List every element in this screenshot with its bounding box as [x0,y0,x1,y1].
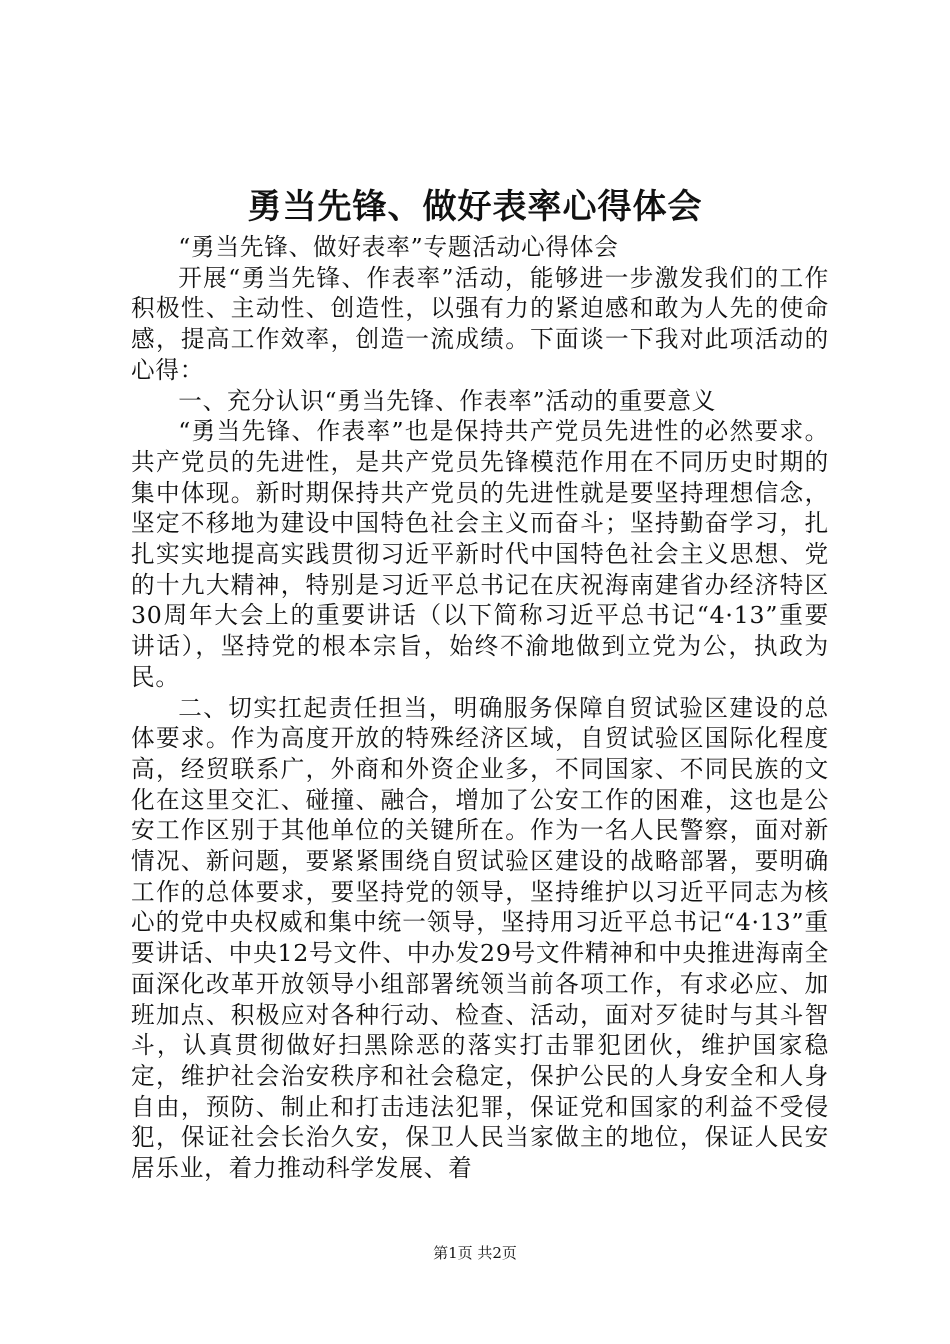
intro-paragraph: 开展“勇当先锋、作表率”活动，能够进一步激发我们的工作积极性、主动性、创造性，以强有力的紧迫感和敢为人先的使命感，提高工作效率，创造一流成绩。下面谈一下我对此项活动的心得： [131,263,829,384]
subtitle-paragraph: “勇当先锋、做好表率”专题活动心得体会 [178,233,619,261]
page-footer: 第1页 共2页 [433,1244,517,1262]
section-heading-1: 一、充分认识“勇当先锋、作表率”活动的重要意义 [178,386,717,415]
document-title: 勇当先锋、做好表率心得体会 [247,187,703,227]
section-1-paragraph: “勇当先锋、作表率”也是保持共产党员先进性的必然要求。共产党员的先进性，是共产党员先锋模范作用在不同历史时期的集中体现。新时期保持共产党员的先进性就是要坚持理想信念，坚定不移地为建设中国特色社会主义而奋斗；坚持勤奋学习，扎扎实实地提高实践贯彻习近平新时代中国特色社会主义思想、党的十九大精神，特别是习近平总书记在庆祝海南建省办经济特区30周年大会上的重要讲话（以下简称习近平总书记“4·13”重要讲话），坚持党的根本宗旨，始终不渝地做到立党为公，执政为民。 [131,417,829,691]
section-2-paragraph: 二、切实扛起责任担当，明确服务保障自贸试验区建设的总体要求。作为高度开放的特殊经济区域，自贸试验区国际化程度高，经贸联系广，外商和外资企业多，不同国家、不同民族的文化在这里交汇、碰撞、融合，增加了公安工作的困难，这也是公安工作区别于其他单位的关键所在。作为一名人民警察，面对新情况、新问题，要紧紧围绕自贸试验区建设的战略部署，要明确工作的总体要求，要坚持党的领导，坚持维护以习近平同志为核心的党中央权威和集中统一领导，坚持用习近平总书记“4·13”重要讲话、中央12号文件、中办发29号文件精神和中央推进海南全面深化改革开放领导小组部署统领当前各项工作，有求必应、加班加点、积极应对各种行动、检查、活动，面对歹徒时与其斗智斗，认真贯彻做好扫黑除恶的落实打击罪犯团伙，维护国家稳定，维护社会治安秩序和社会稳定，保护公民的人身安全和人身自由，预防、制止和打击违法犯罪，保证党和国家的利益不受侵犯，保证社会长治久安，保卫人民当家做主的地位，保证人民安居乐业，着力推动科学发展、着 [131,693,829,1183]
document-body [131,232,829,1184]
